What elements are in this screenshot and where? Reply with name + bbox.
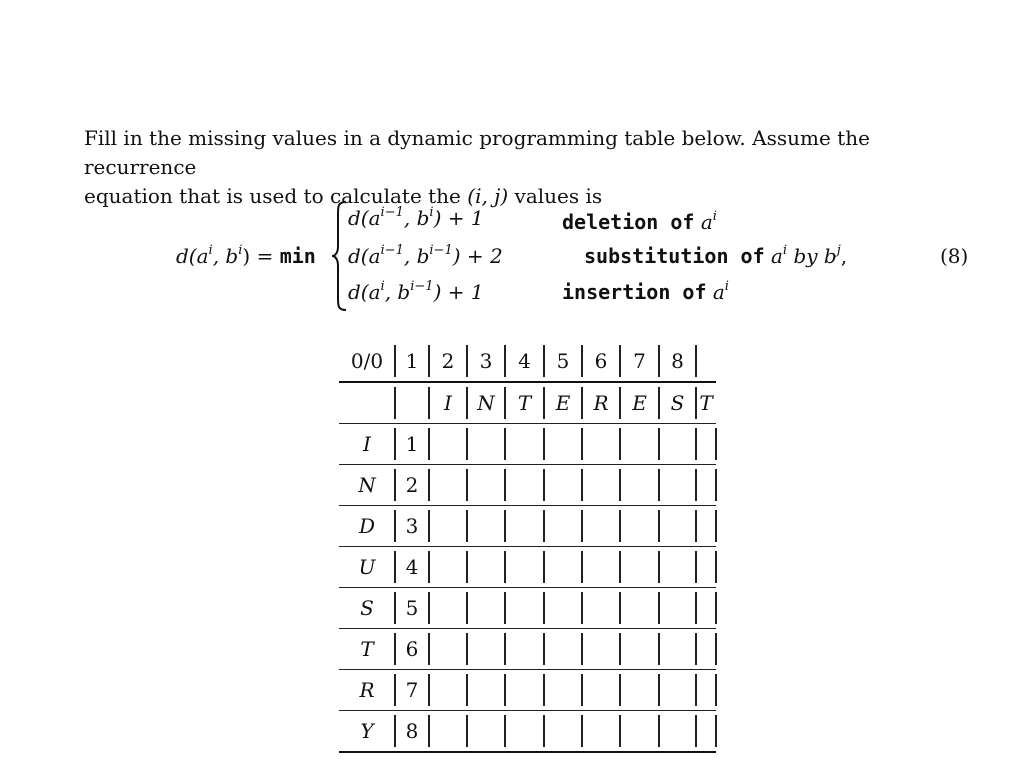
cell-divider — [543, 715, 545, 747]
cell-divider — [619, 345, 621, 377]
case-0-part-4: ) + 1 — [433, 206, 484, 230]
cell-divider — [394, 469, 396, 501]
recurrence-equation — [0, 200, 1024, 320]
empty-dp-cell[interactable] — [696, 629, 716, 669]
cell-divider — [543, 510, 545, 542]
case-1-part-1: i−1 — [380, 243, 404, 258]
empty-dp-cell[interactable] — [429, 506, 467, 546]
cell-divider — [504, 469, 506, 501]
cell-divider — [695, 715, 697, 747]
table-header-letters — [339, 383, 716, 424]
empty-dp-cell[interactable] — [505, 465, 544, 505]
insertion-note-text: insertion of — [562, 280, 707, 304]
empty-dp-cell[interactable] — [505, 547, 544, 587]
lhs-sup2: i — [238, 243, 243, 258]
column-number-1: 1 — [405, 349, 419, 373]
intro-line-1: Fill in the missing values in a dynamic programming table below. Assume the recurrence — [84, 126, 870, 179]
substitution-note-text: substitution of — [584, 244, 765, 268]
empty-dp-cell[interactable] — [429, 629, 467, 669]
substitution-note-sup2: j — [836, 243, 841, 258]
cell-divider — [658, 633, 660, 665]
empty-dp-cell[interactable] — [582, 424, 620, 464]
cell-divider — [619, 551, 621, 583]
empty-dp-cell[interactable] — [505, 711, 544, 751]
row-index: 3 — [405, 514, 419, 538]
empty-dp-cell[interactable] — [620, 506, 659, 546]
cell-divider — [543, 674, 545, 706]
column-letter: S — [670, 391, 685, 415]
case-deletion-expr — [348, 206, 484, 230]
row-label: T — [360, 637, 374, 661]
row-label: N — [358, 473, 376, 497]
case-substitution-note — [584, 244, 847, 268]
case-deletion-note — [562, 210, 717, 234]
cell-divider — [543, 469, 545, 501]
case-2-part-2: , b — [384, 280, 411, 304]
cell-divider — [466, 387, 468, 419]
empty-dp-cell[interactable] — [582, 547, 620, 587]
column-letter: R — [593, 391, 609, 415]
empty-dp-cell[interactable] — [429, 711, 467, 751]
cell-divider — [504, 715, 506, 747]
column-letter: I — [444, 391, 452, 415]
table-row — [339, 506, 716, 547]
substitution-note-tail: , — [840, 244, 848, 268]
cell-divider — [466, 469, 468, 501]
lhs-mid: , b — [212, 244, 239, 268]
empty-dp-cell[interactable] — [620, 711, 659, 751]
empty-dp-cell[interactable] — [582, 588, 620, 628]
cell-divider — [695, 428, 697, 460]
empty-dp-cell[interactable] — [582, 670, 620, 710]
case-0-part-1: i−1 — [380, 205, 404, 220]
row-index: 6 — [405, 637, 419, 661]
cell-divider — [658, 345, 660, 377]
case-insertion-expr — [348, 280, 484, 304]
case-1-part-0: d(a — [348, 244, 381, 268]
cell-divider — [466, 345, 468, 377]
cell-divider — [619, 592, 621, 624]
cell-divider — [715, 510, 717, 542]
empty-dp-cell[interactable] — [696, 711, 716, 751]
empty-dp-cell[interactable] — [544, 670, 582, 710]
table-row — [339, 670, 716, 711]
empty-dp-cell[interactable] — [582, 711, 620, 751]
cell-divider — [715, 633, 717, 665]
dp-table — [339, 341, 716, 753]
empty-dp-cell[interactable] — [467, 588, 505, 628]
empty-dp-cell[interactable] — [467, 711, 505, 751]
row-label: Y — [360, 719, 374, 743]
column-number-8: 8 — [671, 349, 684, 373]
cell-divider — [466, 428, 468, 460]
empty-dp-cell[interactable] — [544, 424, 582, 464]
empty-dp-cell[interactable] — [659, 588, 696, 628]
cell-divider — [695, 510, 697, 542]
row-index: 8 — [405, 719, 419, 743]
left-brace-icon — [332, 200, 348, 312]
cell-divider — [394, 387, 396, 419]
case-0-part-3: i — [429, 205, 434, 220]
cell-divider — [581, 345, 583, 377]
table-row — [339, 711, 716, 753]
cell-divider — [619, 510, 621, 542]
cell-divider — [619, 428, 621, 460]
insertion-note-sup: i — [724, 279, 729, 294]
column-number-6: 6 — [594, 349, 608, 373]
row-label: I — [363, 432, 371, 456]
cell-divider — [466, 633, 468, 665]
cell-divider — [695, 469, 697, 501]
row-label: S — [360, 596, 374, 620]
cell-divider — [543, 551, 545, 583]
column-number-4: 4 — [518, 349, 531, 373]
empty-dp-cell[interactable] — [429, 588, 467, 628]
cell-divider — [428, 592, 430, 624]
cell-divider — [658, 387, 660, 419]
empty-dp-cell[interactable] — [505, 506, 544, 546]
table-row — [339, 424, 716, 465]
cell-divider — [394, 592, 396, 624]
empty-dp-cell[interactable] — [505, 424, 544, 464]
cell-divider — [581, 674, 583, 706]
cell-divider — [504, 633, 506, 665]
cell-divider — [428, 428, 430, 460]
cell-divider — [466, 715, 468, 747]
cell-divider — [543, 592, 545, 624]
cell-divider — [715, 592, 717, 624]
case-2-part-4: ) + 1 — [433, 280, 484, 304]
empty-dp-cell[interactable] — [467, 424, 505, 464]
cell-divider — [581, 510, 583, 542]
column-letter: T — [517, 391, 532, 415]
empty-dp-cell[interactable] — [467, 506, 505, 546]
column-letter: E — [632, 391, 647, 415]
cell-divider — [466, 674, 468, 706]
empty-dp-cell[interactable] — [505, 588, 544, 628]
column-letter: N — [477, 391, 495, 415]
case-0-part-0: d(a — [348, 206, 381, 230]
row-label: R — [359, 678, 375, 702]
table-row — [339, 588, 716, 629]
cell-divider — [394, 633, 396, 665]
equation-lhs — [176, 244, 316, 268]
substitution-note-math: a — [770, 244, 783, 268]
case-1-part-4: ) + 2 — [452, 244, 503, 268]
empty-dp-cell[interactable] — [696, 547, 716, 587]
cell-divider — [504, 345, 506, 377]
empty-dp-cell[interactable] — [582, 506, 620, 546]
cell-divider — [581, 592, 583, 624]
cell-divider — [619, 387, 621, 419]
empty-dp-cell[interactable] — [620, 629, 659, 669]
empty-dp-cell[interactable] — [429, 465, 467, 505]
cell-divider — [619, 674, 621, 706]
cell-divider — [715, 428, 717, 460]
empty-dp-cell[interactable] — [544, 506, 582, 546]
empty-dp-cell[interactable] — [620, 670, 659, 710]
cell-divider — [695, 592, 697, 624]
cell-divider — [658, 715, 660, 747]
cell-divider — [581, 633, 583, 665]
case-2-part-3: i−1 — [410, 279, 434, 294]
table-corner: 0/0 — [350, 349, 384, 373]
cell-divider — [504, 551, 506, 583]
empty-dp-cell[interactable] — [696, 506, 716, 546]
cell-divider — [658, 592, 660, 624]
case-0-part-2: , b — [403, 206, 430, 230]
cell-divider — [658, 674, 660, 706]
empty-dp-cell[interactable] — [659, 670, 696, 710]
empty-dp-cell[interactable] — [582, 465, 620, 505]
cell-divider — [658, 469, 660, 501]
empty-dp-cell[interactable] — [467, 547, 505, 587]
cell-divider — [504, 592, 506, 624]
cell-divider — [581, 469, 583, 501]
problem-statement — [84, 124, 984, 211]
cell-divider — [581, 715, 583, 747]
intro-line-2-prefix: equation that is used to calculate the — [84, 184, 468, 208]
cell-divider — [466, 510, 468, 542]
cell-divider — [428, 633, 430, 665]
empty-dp-cell[interactable] — [659, 711, 696, 751]
case-insertion-note — [562, 280, 729, 304]
cell-divider — [581, 387, 583, 419]
empty-dp-cell[interactable] — [620, 588, 659, 628]
cell-divider — [695, 674, 697, 706]
cell-divider — [619, 715, 621, 747]
cell-divider — [428, 551, 430, 583]
cell-divider — [543, 387, 545, 419]
empty-dp-cell[interactable] — [467, 465, 505, 505]
intro-line-2-suffix: values is — [508, 184, 603, 208]
cell-divider — [504, 387, 506, 419]
empty-dp-cell[interactable] — [467, 629, 505, 669]
cell-divider — [394, 510, 396, 542]
cell-divider — [466, 592, 468, 624]
table-header-numbers — [339, 341, 716, 383]
cell-divider — [428, 387, 430, 419]
case-2-part-1: i — [380, 279, 385, 294]
empty-dp-cell[interactable] — [429, 424, 467, 464]
cell-divider — [715, 469, 717, 501]
lhs-sup1: i — [208, 243, 213, 258]
column-number-2: 2 — [441, 349, 455, 373]
empty-dp-cell[interactable] — [659, 629, 696, 669]
cell-divider — [658, 510, 660, 542]
row-index: 4 — [405, 555, 419, 579]
column-letter: E — [555, 391, 571, 415]
empty-dp-cell[interactable] — [429, 670, 467, 710]
cell-divider — [394, 551, 396, 583]
row-index: 7 — [405, 678, 419, 702]
cell-divider — [428, 715, 430, 747]
empty-dp-cell[interactable] — [429, 547, 467, 587]
empty-dp-cell[interactable] — [544, 465, 582, 505]
cell-divider — [543, 428, 545, 460]
substitution-note-by: by — [787, 244, 824, 268]
equation-number: (8) — [940, 244, 969, 268]
cell-divider — [715, 674, 717, 706]
case-1-part-3: i−1 — [429, 243, 453, 258]
cell-divider — [428, 510, 430, 542]
empty-dp-cell[interactable] — [544, 547, 582, 587]
substitution-note-sup: i — [782, 243, 788, 258]
cell-divider — [466, 551, 468, 583]
deletion-note-math: a — [700, 210, 713, 234]
row-index: 2 — [405, 473, 419, 497]
cell-divider — [394, 345, 396, 377]
table-row — [339, 465, 716, 506]
column-letter: T — [699, 391, 713, 415]
case-2-part-0: d(a — [348, 280, 381, 304]
cell-divider — [394, 428, 396, 460]
cell-divider — [715, 551, 717, 583]
intro-line-2-math: (i, j) — [467, 184, 509, 208]
cell-divider — [543, 633, 545, 665]
column-number-5: 5 — [556, 349, 570, 373]
cell-divider — [581, 551, 583, 583]
cell-divider — [695, 387, 697, 419]
row-label: U — [358, 555, 376, 579]
substitution-note-math2: b — [823, 244, 837, 268]
cell-divider — [428, 674, 430, 706]
column-number-3: 3 — [479, 349, 493, 373]
cell-divider — [695, 345, 697, 377]
row-label: D — [358, 514, 376, 538]
cell-divider — [428, 469, 430, 501]
empty-dp-cell[interactable] — [544, 588, 582, 628]
case-1-part-2: , b — [403, 244, 430, 268]
cell-divider — [428, 345, 430, 377]
table-row — [339, 629, 716, 670]
cell-divider — [394, 715, 396, 747]
empty-dp-cell[interactable] — [582, 629, 620, 669]
row-index: 1 — [405, 432, 419, 456]
cell-divider — [504, 674, 506, 706]
empty-dp-cell[interactable] — [505, 629, 544, 669]
empty-dp-cell[interactable] — [620, 424, 659, 464]
cell-divider — [695, 551, 697, 583]
cell-divider — [619, 469, 621, 501]
deletion-note-sup: i — [712, 209, 717, 224]
cell-divider — [658, 428, 660, 460]
empty-dp-cell[interactable] — [696, 424, 716, 464]
cell-divider — [543, 345, 545, 377]
lhs-close: ) = — [242, 244, 280, 268]
empty-dp-cell[interactable] — [696, 670, 716, 710]
min-operator: min — [279, 244, 316, 268]
empty-dp-cell[interactable] — [659, 547, 696, 587]
cell-divider — [695, 633, 697, 665]
row-index: 5 — [405, 596, 419, 620]
empty-dp-cell[interactable] — [696, 588, 716, 628]
cell-divider — [715, 715, 717, 747]
empty-dp-cell[interactable] — [620, 465, 659, 505]
cell-divider — [504, 428, 506, 460]
empty-dp-cell[interactable] — [505, 670, 544, 710]
cell-divider — [619, 633, 621, 665]
deletion-note-text: deletion of — [562, 210, 695, 234]
empty-dp-cell[interactable] — [620, 547, 659, 587]
insertion-note-math: a — [712, 280, 725, 304]
cell-divider — [394, 674, 396, 706]
cell-divider — [658, 551, 660, 583]
cell-divider — [581, 428, 583, 460]
empty-dp-cell[interactable] — [659, 424, 696, 464]
empty-dp-cell[interactable] — [544, 629, 582, 669]
empty-dp-cell[interactable] — [467, 670, 505, 710]
empty-dp-cell[interactable] — [696, 465, 716, 505]
cell-divider — [504, 510, 506, 542]
column-number-7: 7 — [633, 349, 646, 373]
empty-dp-cell[interactable] — [659, 465, 696, 505]
table-row — [339, 547, 716, 588]
lhs-d: d(a — [176, 244, 209, 268]
empty-dp-cell[interactable] — [544, 711, 582, 751]
case-substitution-expr — [348, 244, 503, 268]
empty-dp-cell[interactable] — [659, 506, 696, 546]
